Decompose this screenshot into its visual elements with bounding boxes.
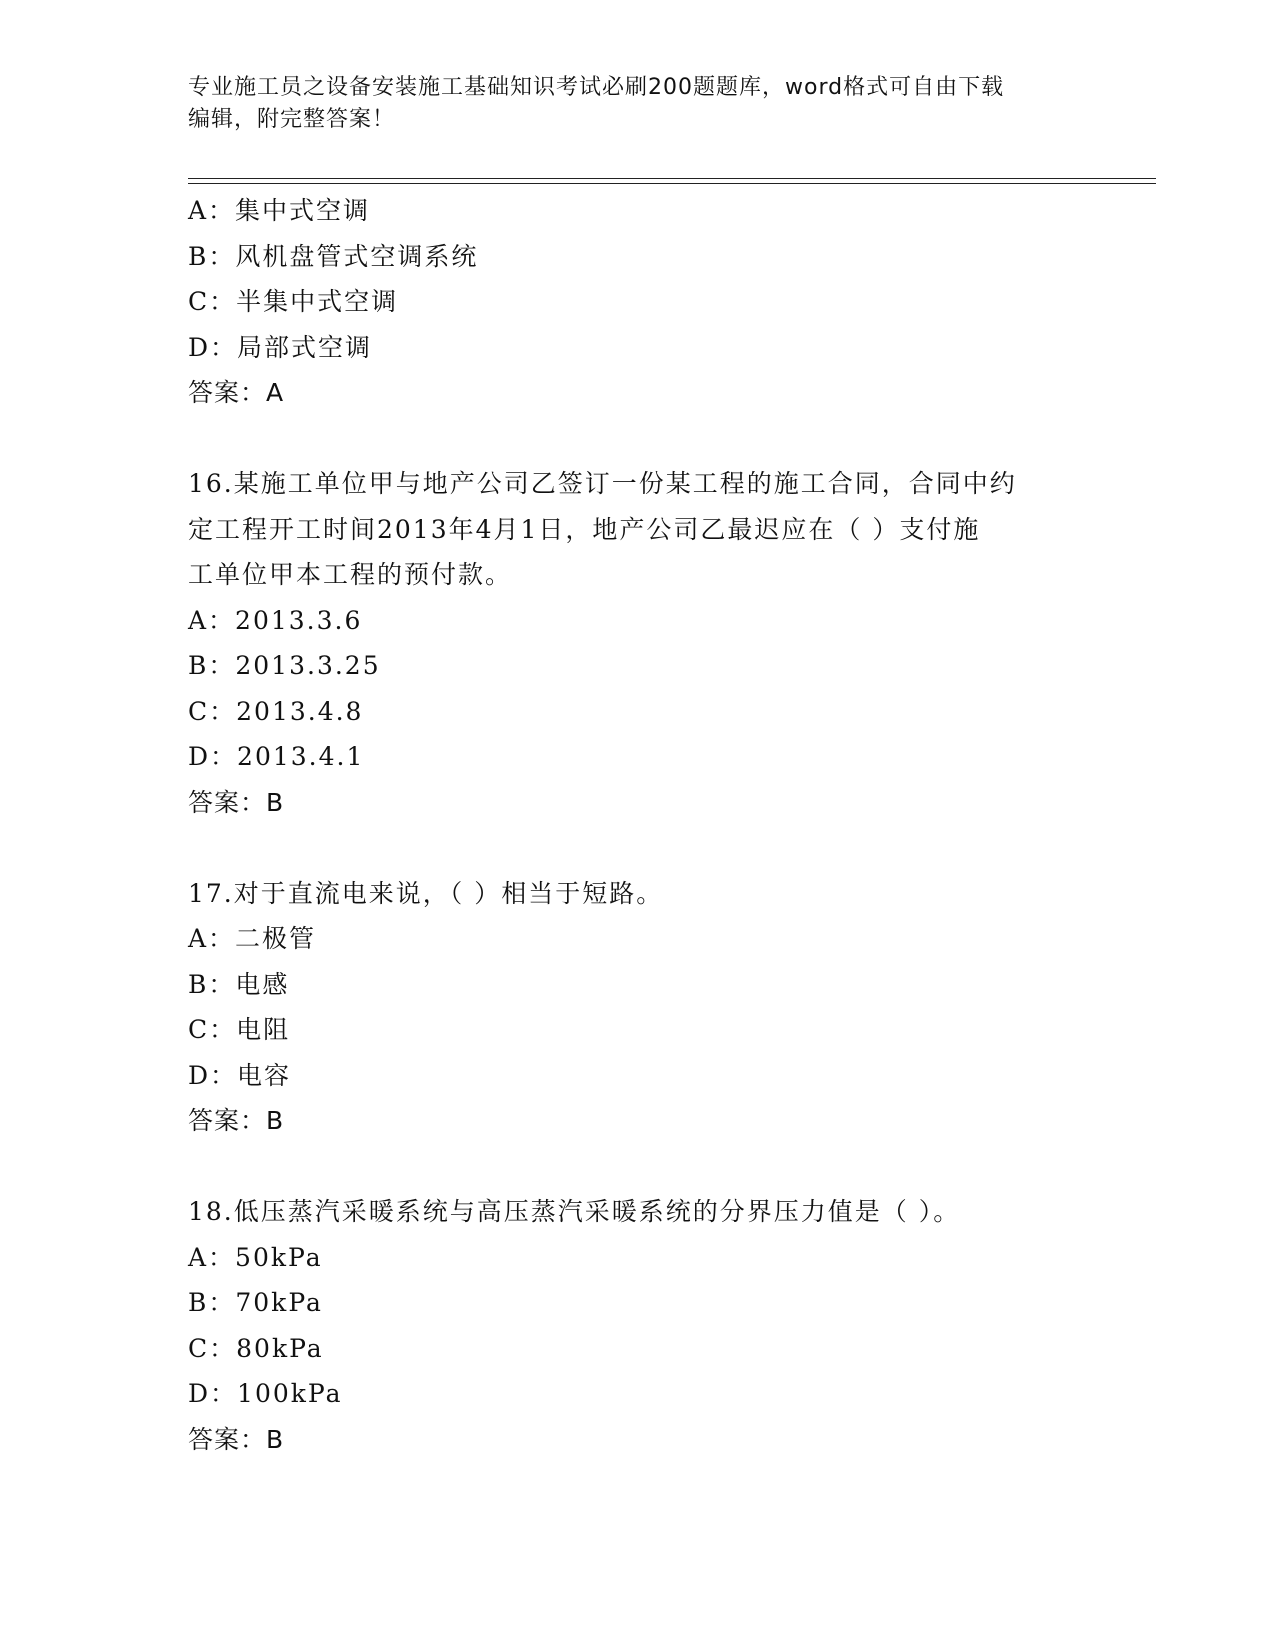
header-line-1: 专业施工员之设备安装施工基础知识考试必刷200题题库，word格式可自由下载	[188, 75, 1005, 100]
option-d: D：电容	[188, 1060, 292, 1090]
question-15	[188, 188, 1088, 416]
answer-line: 答案：B	[188, 787, 285, 817]
option-b: B：2013.3.25	[188, 651, 381, 680]
header-divider-top	[188, 178, 1156, 179]
option-b: B：风机盘管式空调系统	[188, 241, 479, 271]
question-text-line-1: 16.某施工单位甲与地产公司乙签订一份某工程的施工合同，合同中约	[188, 469, 1017, 498]
option-a: A：二极管	[188, 924, 317, 953]
question-text-line-2: 定工程开工时间2013年4月1日，地产公司乙最迟应在（ ）支付施	[188, 514, 981, 544]
question-18	[188, 1189, 1088, 1462]
answer-line: 答案：B	[188, 1424, 285, 1454]
option-b: B：70kPa	[188, 1288, 323, 1317]
option-c: C：电阻	[188, 1015, 291, 1044]
spacer	[188, 825, 1088, 871]
spacer	[188, 1144, 1088, 1190]
option-c: C：80kPa	[188, 1333, 324, 1363]
option-d: D：局部式空调	[188, 332, 373, 362]
question-17	[188, 871, 1088, 1144]
option-c: C：2013.4.8	[188, 696, 364, 726]
question-list	[188, 188, 1088, 1462]
option-a: A：50kPa	[188, 1242, 323, 1272]
header-line-2: 编辑，附完整答案！	[188, 107, 396, 132]
option-a: A：2013.3.6	[188, 605, 363, 635]
option-c: C：半集中式空调	[188, 287, 399, 316]
question-text-line-1: 18.低压蒸汽采暖系统与高压蒸汽采暖系统的分界压力值是（ ）。	[188, 1197, 961, 1226]
question-text-line-1: 17.对于直流电来说，（ ）相当于短路。	[188, 878, 664, 908]
answer-line: 答案：A	[188, 378, 285, 407]
question-text-line-3: 工单位甲本工程的预付款。	[188, 560, 513, 589]
spacer	[188, 416, 1088, 462]
option-a: A：集中式空调	[188, 196, 371, 225]
option-d: D：100kPa	[188, 1379, 343, 1408]
answer-line: 答案：B	[188, 1106, 285, 1135]
page-header	[188, 72, 1068, 136]
option-b: B：电感	[188, 969, 290, 999]
option-d: D：2013.4.1	[188, 742, 365, 771]
question-16	[188, 461, 1088, 825]
header-divider-bottom	[188, 183, 1156, 184]
